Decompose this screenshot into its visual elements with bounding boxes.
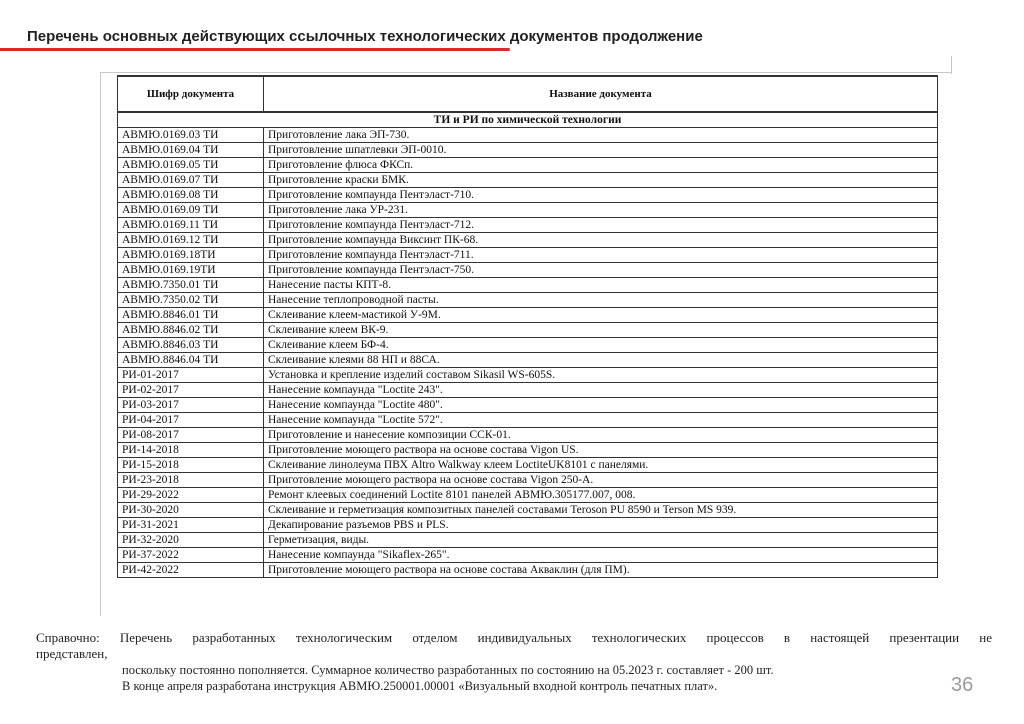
document-name: Приготовление краски БМК. (264, 173, 938, 188)
document-code: РИ-08-2017 (118, 428, 264, 443)
header-code: Шифр документа (118, 76, 264, 112)
document-code: АВМЮ.8846.01 ТИ (118, 308, 264, 323)
section-row (118, 112, 938, 128)
document-code: РИ-15-2018 (118, 458, 264, 473)
table-row (118, 458, 938, 473)
table-row (118, 143, 938, 158)
title-underline (0, 48, 510, 51)
document-name: Нанесение теплопроводной пасты. (264, 293, 938, 308)
document-code: РИ-23-2018 (118, 473, 264, 488)
document-name: Приготовление флюса ФКСп. (264, 158, 938, 173)
documents-table (117, 75, 938, 578)
document-code: АВМЮ.0169.08 ТИ (118, 188, 264, 203)
table-row (118, 503, 938, 518)
document-code: РИ-30-2020 (118, 503, 264, 518)
document-code: АВМЮ.0169.12 ТИ (118, 233, 264, 248)
table-row (118, 338, 938, 353)
document-code: АВМЮ.0169.11 ТИ (118, 218, 264, 233)
table-row (118, 308, 938, 323)
table-row (118, 398, 938, 413)
table-row (118, 263, 938, 278)
document-name: Склеивание и герметизация композитных панелей составами Teroson PU 8590 и Terson MS 939. (264, 503, 938, 518)
document-code: РИ-01-2017 (118, 368, 264, 383)
document-code: АВМЮ.8846.02 ТИ (118, 323, 264, 338)
table-row (118, 203, 938, 218)
table-row (118, 323, 938, 338)
document-name: Приготовление компаунда Пентэласт-712. (264, 218, 938, 233)
document-code: РИ-32-2020 (118, 533, 264, 548)
document-code: РИ-14-2018 (118, 443, 264, 458)
table-header-row (118, 76, 938, 112)
document-name: Нанесение компаунда "Loctite 243". (264, 383, 938, 398)
document-name: Приготовление моющего раствора на основе состава Vigon 250-A. (264, 473, 938, 488)
document-code: АВМЮ.7350.02 ТИ (118, 293, 264, 308)
note-line-1: Справочно: Перечень разработанных технологическим отделом индивидуальных технологических процессов в настоящей презентации не (36, 630, 992, 645)
document-name: Склеивание клеем ВК-9. (264, 323, 938, 338)
document-code: РИ-02-2017 (118, 383, 264, 398)
table-row (118, 563, 938, 578)
table-row (118, 548, 938, 563)
header-name: Название документа (264, 76, 938, 112)
document-name: Приготовление лака УР-231. (264, 203, 938, 218)
document-code: АВМЮ.0169.03 ТИ (118, 128, 264, 143)
document-name: Декапирование разъемов PBS и PLS. (264, 518, 938, 533)
table-row (118, 443, 938, 458)
table-row (118, 188, 938, 203)
document-name: Склеивание клеями 88 НП и 88СА. (264, 353, 938, 368)
table-row (118, 233, 938, 248)
table-row (118, 518, 938, 533)
document-name: Нанесение компаунда "Loctite 572". (264, 413, 938, 428)
document-name: Приготовление и нанесение композиции ССК-01. (264, 428, 938, 443)
note-line-4: В конце апреля разработана инструкция АВМЮ.250001.00001 «Визуальный входной контроль печатных плат». (122, 679, 718, 693)
table-row (118, 428, 938, 443)
document-name: Склеивание клеем БФ-4. (264, 338, 938, 353)
document-name: Приготовление компаунда Пентэласт-750. (264, 263, 938, 278)
table-row (118, 383, 938, 398)
reference-note (36, 630, 992, 694)
document-code: РИ-29-2022 (118, 488, 264, 503)
table-row (118, 368, 938, 383)
document-name: Склеивание линолеума ПВХ Altro Walkway клеем LoctiteUK8101 с панелями. (264, 458, 938, 473)
document-code: АВМЮ.7350.01 ТИ (118, 278, 264, 293)
document-code: АВМЮ.0169.19ТИ (118, 263, 264, 278)
table-row (118, 488, 938, 503)
page-number: 36 (951, 674, 974, 696)
table-row (118, 173, 938, 188)
document-name: Приготовление лака ЭП-730. (264, 128, 938, 143)
frame-top-border (100, 72, 952, 73)
document-code: АВМЮ.0169.04 ТИ (118, 143, 264, 158)
note-line-2: представлен, (36, 646, 108, 661)
table-row (118, 533, 938, 548)
table-row (118, 413, 938, 428)
document-name: Установка и крепление изделий составом Sikasil WS-605S. (264, 368, 938, 383)
table-row (118, 293, 938, 308)
table-row (118, 218, 938, 233)
document-code: РИ-03-2017 (118, 398, 264, 413)
document-name: Склеивание клеем-мастикой У-9М. (264, 308, 938, 323)
frame-left-border (100, 72, 101, 616)
table-row (118, 473, 938, 488)
document-name: Приготовление моющего раствора на основе состава Акваклин (для ПМ). (264, 563, 938, 578)
frame-right-mark (951, 56, 952, 74)
document-code: АВМЮ.8846.03 ТИ (118, 338, 264, 353)
note-line-3: поскольку постоянно пополняется. Суммарное количество разработанных по состоянию на 05.2023 г. составляет - 200 шт. (122, 663, 774, 677)
table-row (118, 128, 938, 143)
document-code: РИ-04-2017 (118, 413, 264, 428)
table-row (118, 158, 938, 173)
slide-title: Перечень основных действующих ссылочных технологических документов продолжение (27, 28, 703, 45)
document-code: АВМЮ.0169.05 ТИ (118, 158, 264, 173)
document-code: АВМЮ.8846.04 ТИ (118, 353, 264, 368)
document-name: Нанесение компаунда "Loctite 480". (264, 398, 938, 413)
document-name: Ремонт клеевых соединений Loctite 8101 панелей АВМЮ.305177.007, 008. (264, 488, 938, 503)
document-name: Приготовление компаунда Пентэласт-711. (264, 248, 938, 263)
document-code: АВМЮ.0169.09 ТИ (118, 203, 264, 218)
table-row (118, 353, 938, 368)
section-title: ТИ и РИ по химической технологии (118, 112, 938, 128)
document-name: Приготовление компаунда Виксинт ПК-68. (264, 233, 938, 248)
document-code: АВМЮ.0169.18ТИ (118, 248, 264, 263)
document-code: АВМЮ.0169.07 ТИ (118, 173, 264, 188)
document-name: Нанесение компаунда "Sikaflex-265". (264, 548, 938, 563)
document-name: Герметизация, виды. (264, 533, 938, 548)
document-name: Нанесение пасты КПТ-8. (264, 278, 938, 293)
table-row (118, 278, 938, 293)
document-code: РИ-42-2022 (118, 563, 264, 578)
document-name: Приготовление шпатлевки ЭП-0010. (264, 143, 938, 158)
document-name: Приготовление компаунда Пентэласт-710. (264, 188, 938, 203)
table-row (118, 248, 938, 263)
document-code: РИ-37-2022 (118, 548, 264, 563)
document-name: Приготовление моющего раствора на основе состава Vigon US. (264, 443, 938, 458)
document-code: РИ-31-2021 (118, 518, 264, 533)
